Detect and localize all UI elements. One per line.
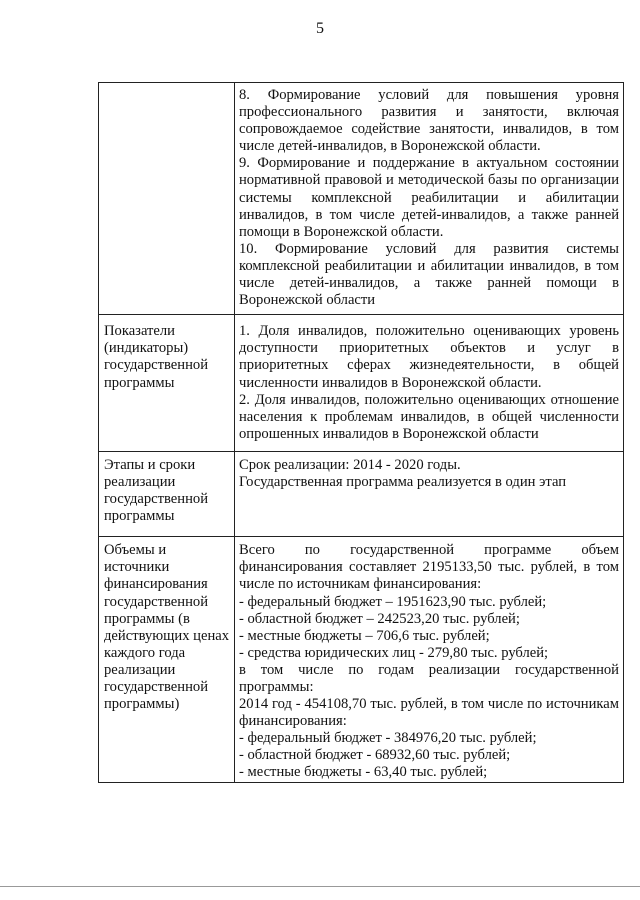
page-number: 5 (316, 20, 324, 37)
task-item-10: 10. Формирование условий для развития системы комплексной реабилитации и абилитации инвалидов, в том числе детей-инвалидов, а также ранней помощи в Воронежской области (239, 240, 619, 309)
row-label-stages: Этапы и сроки реализации государственной программы (99, 451, 235, 536)
funding-total: Всего по государственной программе объем финансирования составляет 2195133,50 тыс. рублей, в том числе по источникам финансирования: (239, 542, 619, 593)
program-passport-table (98, 82, 624, 783)
funding-local: - местные бюджеты – 706,6 тыс. рублей; (239, 627, 490, 644)
funding-2014-total: 2014 год - 454108,70 тыс. рублей, в том числе по источникам финансирования: (239, 696, 619, 730)
stages-period: Срок реализации: 2014 - 2020 годы. (239, 456, 461, 473)
table-row-indicators (99, 315, 624, 452)
funding-2014-regional: - областной бюджет - 68932,60 тыс. рублей; (239, 747, 511, 764)
row-content-indicators (235, 315, 624, 452)
indicator-item-1: 1. Доля инвалидов, положительно оценивающих уровень доступности приоритетных объектов и услуг в приоритетных сферах жизнедеятельности, в общей численности инвалидов в Воронежской области. (239, 323, 619, 391)
funding-legal-entities: - средства юридических лиц - 279,80 тыс. рублей; (239, 644, 549, 661)
stages-note: Государственная программа реализуется в один этап (239, 473, 567, 490)
table-row-stages (99, 451, 624, 536)
row-label-empty (99, 83, 235, 315)
funding-federal: - федеральный бюджет – 1951623,90 тыс. рублей; (239, 593, 547, 610)
table-row-program-tasks (99, 83, 624, 315)
task-item-8: 8. Формирование условий для повышения уровня профессионального развития и занятости, включая сопровождаемое содействие занятости, инвалидов, в том числе детей-инвалидов, в Воронежской области. (239, 87, 619, 155)
funding-2014-local: - местные бюджеты - 63,40 тыс. рублей; (239, 764, 488, 781)
row-content-tasks (235, 83, 624, 315)
funding-2014-federal: - федеральный бюджет - 384976,20 тыс. рублей; (239, 730, 537, 747)
row-content-funding (235, 537, 624, 782)
indicator-item-2: 2. Доля инвалидов, положительно оценивающих отношение населения к проблемам инвалидов, в общей численности опрошенных инвалидов в Воронежской области (239, 391, 619, 442)
page-bottom-divider (0, 886, 640, 887)
row-content-stages (235, 451, 624, 536)
row-label-funding: Объемы и источники финансирования государственной программы (в действующих ценах каждого года реализации государственной программы) (99, 537, 235, 782)
task-item-9: 9. Формирование и поддержание в актуальном состоянии нормативной правовой и методической базы по организации системы комплексной реабилитации и абилитации инвалидов, в том числе детей-инвалидов, а также ранней помощи в Воронежской области. (239, 155, 619, 240)
table-row-funding (99, 537, 624, 782)
row-label-indicators: Показатели (индикаторы) государственной программы (99, 315, 235, 452)
funding-by-years-intro: в том числе по годам реализации государственной программы: (239, 661, 619, 695)
funding-regional: - областной бюджет – 242523,20 тыс. рублей; (239, 610, 520, 627)
